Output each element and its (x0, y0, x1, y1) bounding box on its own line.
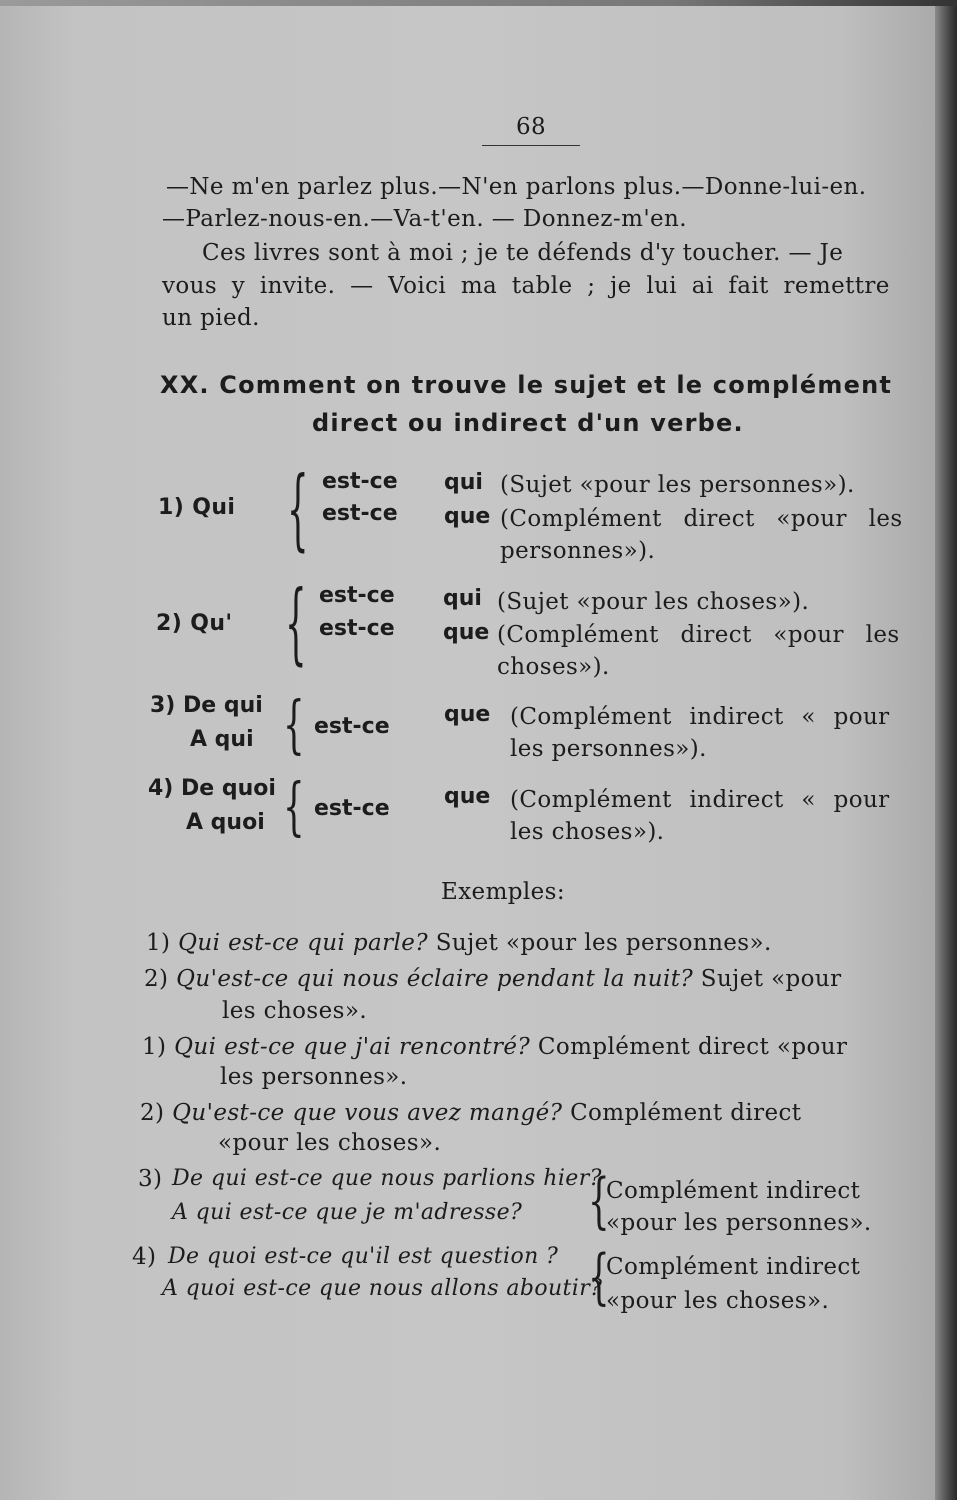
intro-line-2: —Parlez-nous-en.—Va-t'en. — Donnez-m'en. (162, 206, 687, 232)
example-1-rest: Sujet «pour les personnes». (435, 930, 772, 956)
rule-2-desc-2: (Complément direct «pour les (497, 622, 900, 648)
rule-2-estce-1: est-ce (319, 583, 395, 608)
rule-4-estce: est-ce (314, 796, 390, 821)
rule-3-num-b: A qui (190, 727, 254, 752)
rule-1-word-1: qui (444, 470, 483, 495)
section-heading-line-2: direct ou indirect d'un verbe. (312, 409, 744, 437)
rule-2-estce-2: est-ce (319, 616, 395, 641)
example-5-result-b: «pour les personnes». (606, 1210, 872, 1236)
rule-1-word-2: que (444, 504, 491, 529)
rule-1-desc-2: (Complément direct «pour les (500, 506, 903, 532)
page-edge-shadow (935, 0, 957, 1500)
rule-1-label (158, 494, 235, 520)
example-5-num: 3) (138, 1166, 163, 1192)
intro-line-3: Ces livres sont à moi ; je te défends d'y toucher. — Je (202, 240, 844, 266)
rule-2-desc-1: (Sujet «pour les choses»). (497, 589, 810, 615)
example-5-question-a: De qui est-ce que nous parlions hier? (172, 1166, 602, 1191)
rule-1-brace: { (287, 458, 309, 563)
rule-3-brace: { (283, 688, 305, 763)
rule-2-brace: { (285, 572, 307, 677)
intro-line-5: un pied. (162, 305, 260, 331)
example-3-num: 1) (142, 1034, 167, 1060)
example-5-question-b: A qui est-ce que je m'adresse? (172, 1200, 523, 1225)
rule-4-num-a: 4) De quoi (148, 776, 276, 801)
rule-2-word-2: que (443, 620, 490, 645)
section-heading-line-1: XX. Comment on trouve le sujet et le complément (160, 371, 893, 399)
example-4-cont: «pour les choses». (218, 1130, 442, 1156)
rule-1-estce-2: est-ce (322, 501, 398, 526)
intro-line-1: —Ne m'en parlez plus.—N'en parlons plus.—Donne-lui-en. (166, 174, 867, 200)
rule-4-brace: { (283, 770, 305, 845)
example-4-rest: Complément direct (570, 1100, 802, 1126)
example-2 (144, 966, 842, 992)
example-3 (142, 1034, 847, 1060)
example-4-question: Qu'est-ce que vous avez mangé? (172, 1100, 563, 1126)
rule-2-label (156, 610, 233, 636)
example-6-brace: { (588, 1242, 610, 1313)
example-3-cont: les personnes». (220, 1064, 408, 1090)
rule-2-num: 2) Qu' (156, 611, 233, 636)
example-1-question: Qui est-ce qui parle? (178, 930, 429, 956)
page-number: 68 (516, 114, 547, 140)
example-3-question: Qui est-ce que j'ai rencontré? (174, 1034, 531, 1060)
rule-3-word: que (444, 702, 491, 727)
example-6-question-a: De quoi est-ce qu'il est question ? (168, 1244, 559, 1269)
rule-1-num: 1) Qui (158, 495, 236, 520)
intro-line-4: vous y invite. — Voici ma table ; je lui ai fait remettre (162, 273, 890, 299)
examples-title: Exemples: (441, 879, 566, 905)
page-number-rule (482, 145, 580, 146)
example-3-rest: Complément direct «pour (537, 1034, 848, 1060)
example-6-result-b: «pour les choses». (606, 1288, 830, 1314)
rule-3-estce: est-ce (314, 714, 390, 739)
example-5-brace: { (588, 1166, 610, 1237)
rule-4-word: que (444, 784, 491, 809)
rule-1-estce-1: est-ce (322, 469, 398, 494)
rule-1-desc-2b: personnes»). (500, 538, 656, 564)
example-4-num: 2) (140, 1100, 165, 1126)
example-6-question-b: A quoi est-ce que nous allons aboutir? (162, 1276, 603, 1301)
rule-2-desc-2b: choses»). (497, 654, 610, 680)
rule-3-num-a: 3) De qui (150, 693, 263, 718)
rule-3-desc: (Complément indirect « pour (510, 704, 890, 730)
example-5-result-a: Complément indirect (606, 1178, 861, 1204)
example-6-result-a: Complément indirect (606, 1254, 861, 1280)
example-2-rest: Sujet «pour (700, 966, 842, 992)
example-2-cont: les choses». (222, 998, 368, 1024)
rule-4-desc: (Complément indirect « pour (510, 787, 890, 813)
rule-1-desc-1: (Sujet «pour les personnes»). (500, 472, 855, 498)
example-1 (146, 930, 772, 956)
rule-4-desc-b: les choses»). (510, 819, 665, 845)
rule-4-num-b: A quoi (186, 810, 265, 835)
page-top-band (0, 0, 957, 6)
example-6-num: 4) (132, 1244, 157, 1270)
rule-2-word-1: qui (443, 586, 482, 611)
rule-3-desc-b: les personnes»). (510, 736, 707, 762)
example-4 (140, 1100, 801, 1126)
example-2-num: 2) (144, 966, 169, 992)
example-2-question: Qu'est-ce qui nous éclaire pendant la nuit? (176, 966, 694, 992)
example-1-num: 1) (146, 930, 171, 956)
